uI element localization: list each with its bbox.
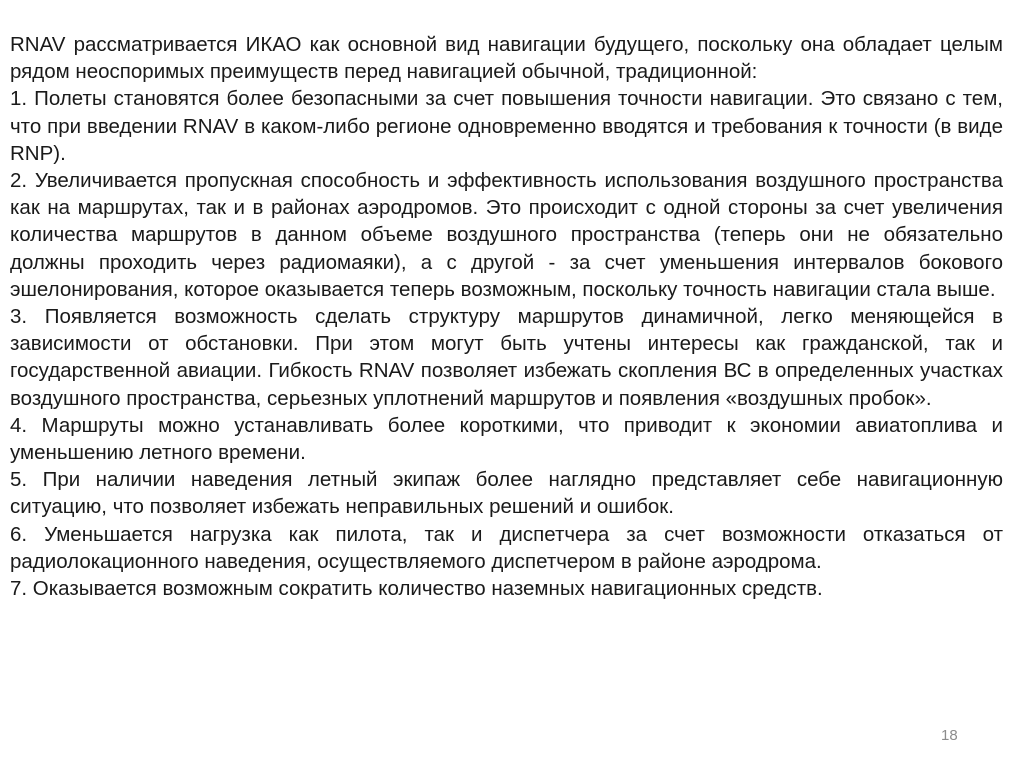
list-item-7: 7. Оказывается возможным сократить количество наземных навигационных средств. [10,577,823,601]
document-body [10,31,1003,602]
page-number: 18 [941,727,958,744]
list-item-3: 3. Появляется возможность сделать структуру маршрутов динамичной, легко меняющейся в зависимости от обстановки. При этом могут быть учтены интересы как гражданской, так и государственной авиации. Гибкость RNAV позволяет избежать скопления ВС в определенных участках воздушного пространства, серьезных уплотнений маршрутов и появления «воздушных пробок». [10,305,1003,410]
intro-paragraph: RNAV рассматривается ИКАО как основной вид навигации будущего, поскольку она обладает целым рядом неоспоримых преимуществ перед навигацией обычной, традиционной: [10,33,1003,84]
list-item-6: 6. Уменьшается нагрузка как пилота, так и диспетчера за счет возможности отказаться от радиолокационного наведения, осуществляемого диспетчером в районе аэродрома. [10,522,1003,573]
list-item-5: 5. При наличии наведения летный экипаж более наглядно представляет себе навигационную ситуацию, что позволяет избежать неправильных решений и ошибок. [10,468,1003,519]
list-item-2: 2. Увеличивается пропускная способность и эффективность использования воздушного пространства как на маршрутах, так и в районах аэродромов. Это происходит с одной стороны за счет увеличения количества маршрутов в данном объеме воздушного пространства (теперь они не обязательно должны проходить через радиомаяки), а с другой - за счет уменьшения интервалов бокового эшелонирования, которое оказывается теперь возможным, поскольку точность навигации стала выше. [10,169,1003,301]
list-item-1: 1. Полеты становятся более безопасными за счет повышения точности навигации. Это связано с тем, что при введении RNAV в каком-либо регионе одновременно вводятся и требования к точности (в виде RNP). [10,87,1003,165]
list-item-4: 4. Маршруты можно устанавливать более короткими, что приводит к экономии авиатоплива и уменьшению летного времени. [10,413,1003,465]
